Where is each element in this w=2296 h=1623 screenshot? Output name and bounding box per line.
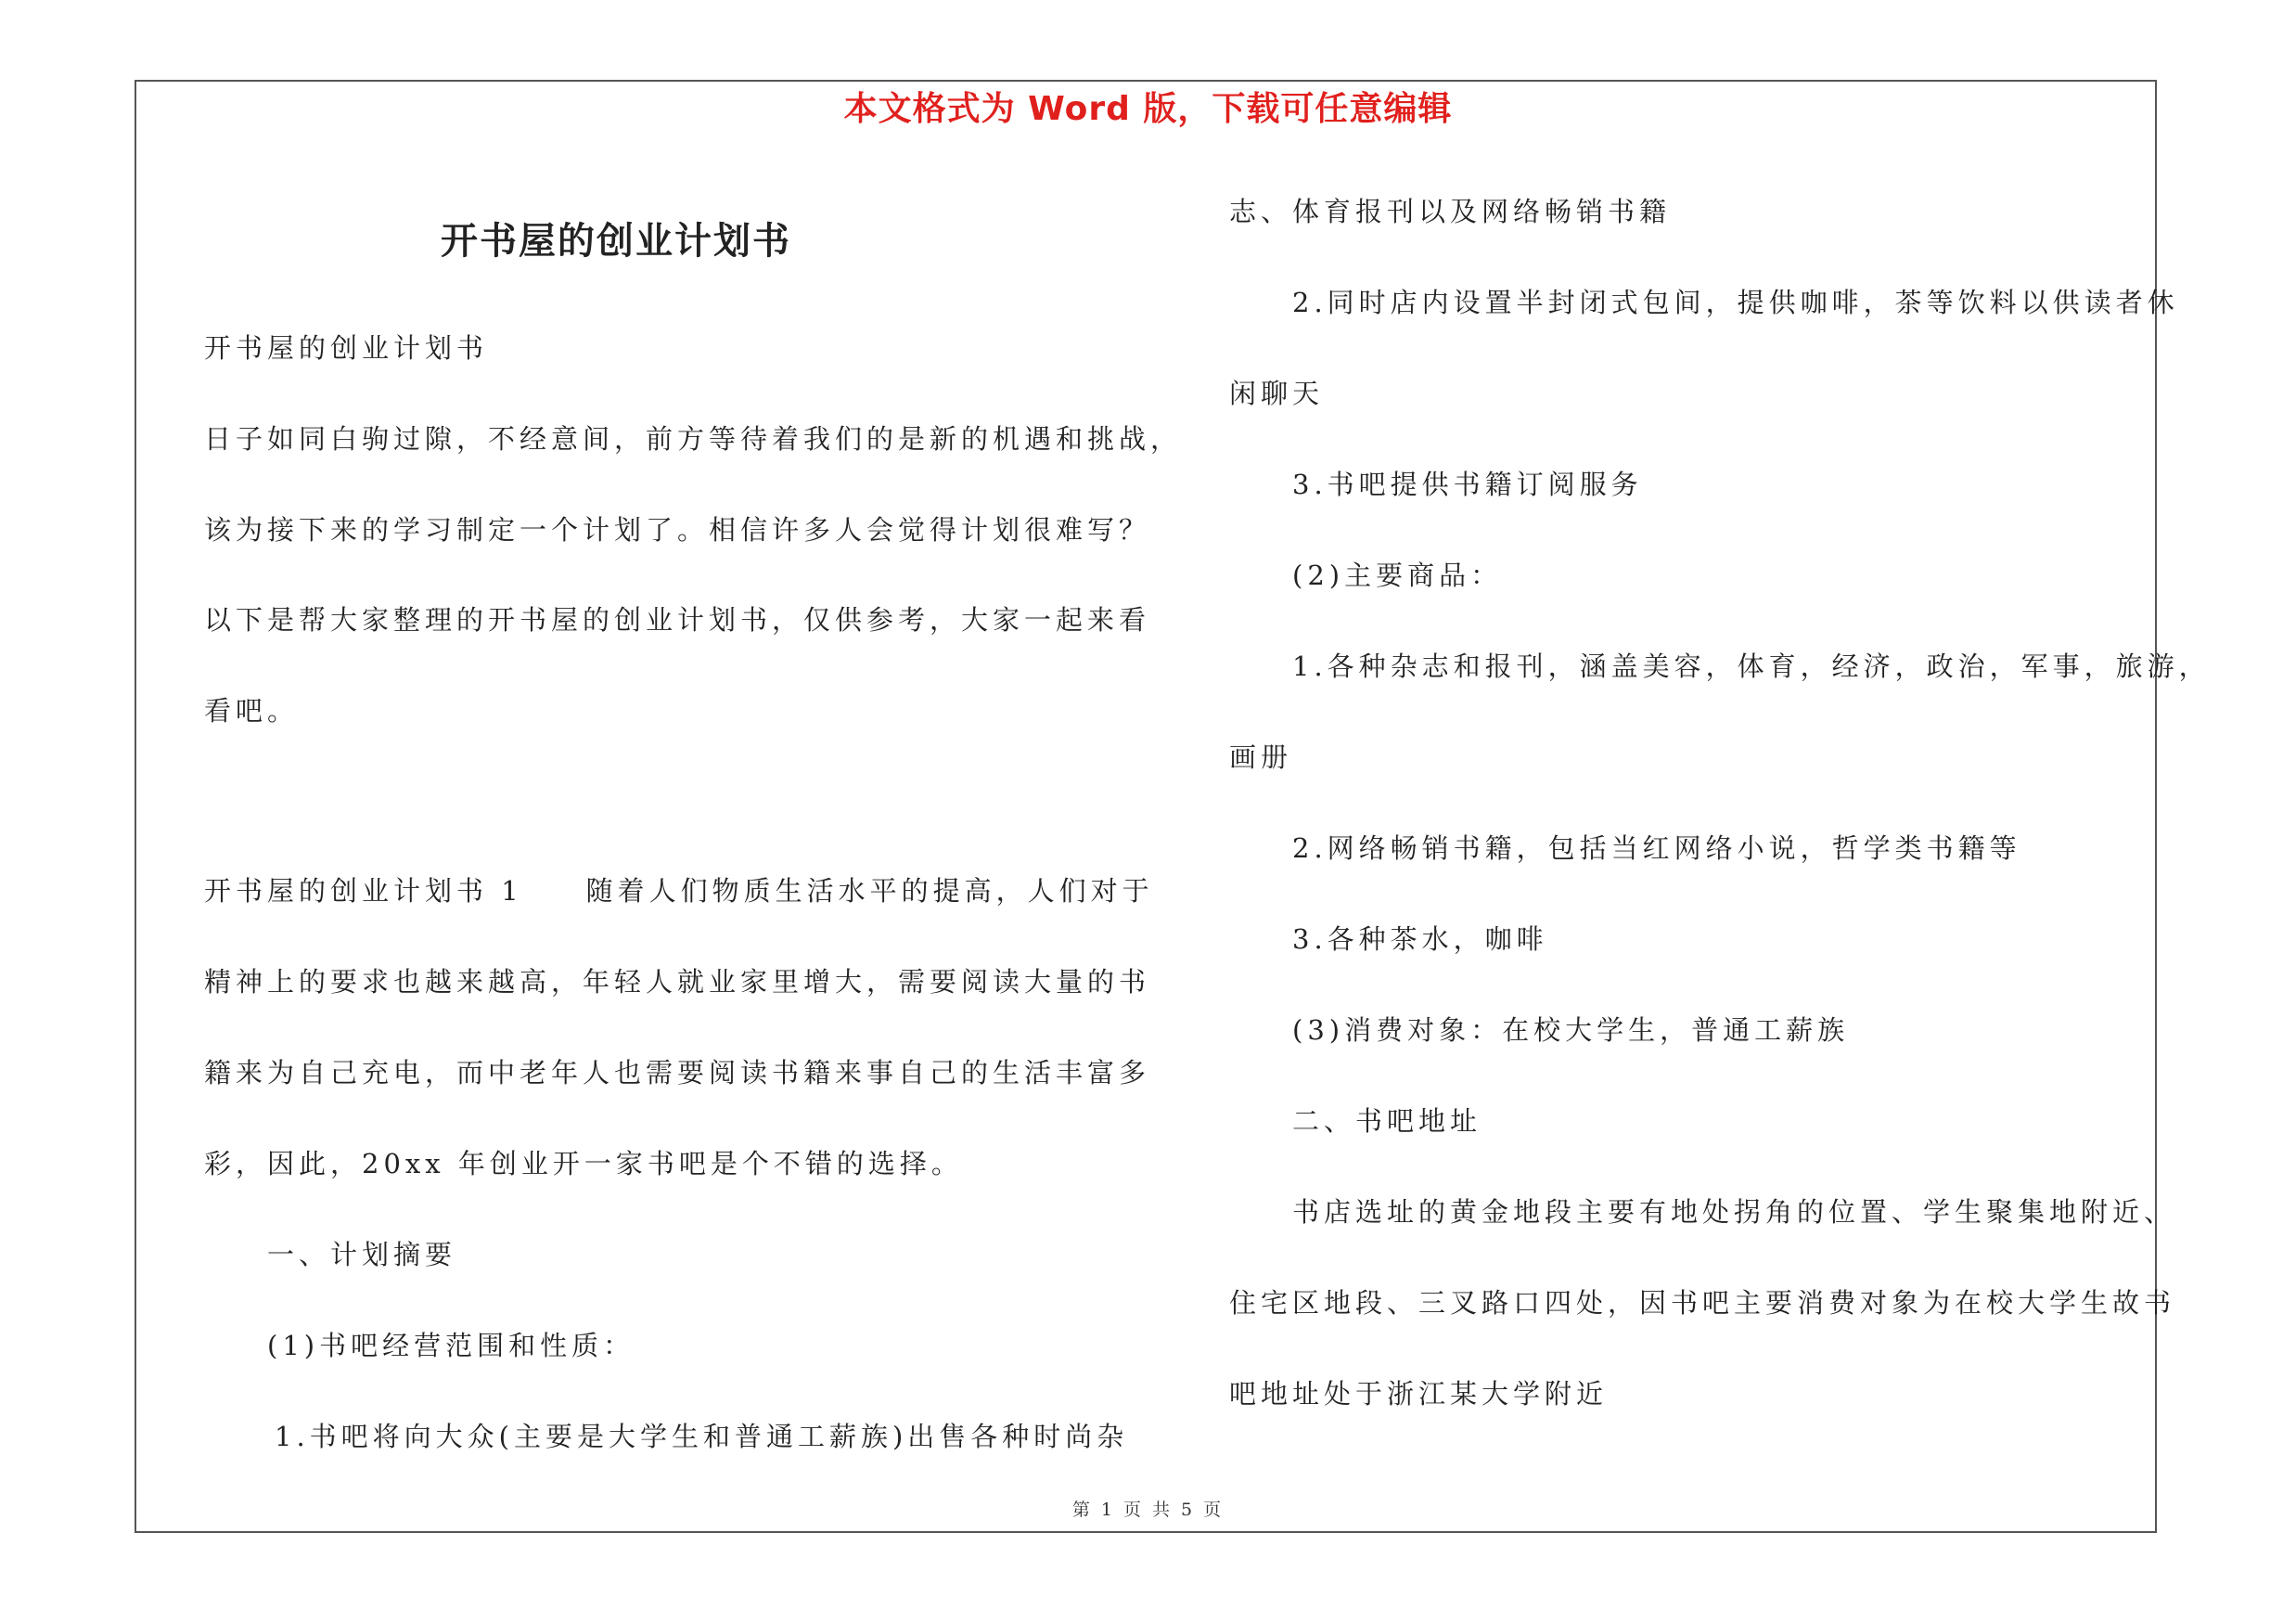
paragraph-line: 3.书吧提供书籍订阅服务 (1292, 469, 1643, 500)
section-heading: 二、书吧地址 (1292, 1105, 1482, 1137)
paragraph-line: 籍来为自己充电，而中老年人也需要阅读书籍来事自己的生活丰富多 (204, 1057, 1151, 1088)
paragraph-line: 2.同时店内设置半封闭式包间，提供咖啡，茶等饮料以供读者休 (1292, 287, 2179, 318)
paragraph-line: 以下是帮大家整理的开书屋的创业计划书，仅供参考，大家一起来看 (204, 604, 1151, 636)
document-title: 开书屋的创业计划书 (441, 220, 791, 263)
section-heading: 一、计划摘要 (267, 1239, 457, 1270)
paragraph-line: 1.各种杂志和报刊，涵盖美容，体育，经济，政治，军事，旅游， (1292, 650, 2211, 682)
paragraph-line: 吧地址处于浙江某大学附近 (1229, 1378, 1609, 1410)
paragraph-line: 1.书吧将向大众(主要是大学生和普通工薪族)出售各种时尚杂 (275, 1421, 1129, 1452)
paragraph-line: 精神上的要求也越来越高，年轻人就业家里增大，需要阅读大量的书 (204, 966, 1151, 998)
paragraph-line: 该为接下来的学习制定一个计划了。相信许多人会觉得计划很难写？ (204, 514, 1151, 546)
paragraph-line: (1)书吧经营范围和性质： (267, 1330, 635, 1361)
page-number-footer: 第 1 页 共 5 页 (1071, 1500, 1225, 1520)
paragraph-line: 闲聊天 (1229, 378, 1325, 409)
word-format-banner: 本文格式为 Word 版，下载可任意编辑 (843, 90, 1453, 128)
paragraph-line: (3)消费对象：在校大学生，普通工薪族 (1292, 1014, 1850, 1046)
paragraph-line: 彩，因此，20xx 年创业开一家书吧是个不错的选择。 (204, 1148, 963, 1179)
paragraph-line: 住宅区地段、三叉路口四处，因书吧主要消费对象为在校大学生故书 (1229, 1287, 2176, 1319)
paragraph-line: 看吧。 (204, 695, 300, 727)
paragraph-line: 日子如同白驹过隙，不经意间，前方等待着我们的是新的机遇和挑战， (204, 423, 1183, 455)
paragraph-line: 3.各种茶水，咖啡 (1292, 923, 1548, 955)
paragraph-line: 志、体育报刊以及网络畅销书籍 (1229, 196, 1672, 227)
paragraph-line: 开书屋的创业计划书 (204, 332, 489, 364)
paragraph-line: 画册 (1229, 741, 1293, 773)
paragraph-line: 2.网络畅销书籍，包括当红网络小说，哲学类书籍等 (1292, 832, 2021, 864)
paragraph-line: (2)主要商品： (1292, 560, 1503, 591)
paragraph-line: 书店选址的黄金地段主要有地处拐角的位置、学生聚集地附近、 (1292, 1196, 2176, 1228)
paragraph-line: 开书屋的创业计划书 1 随着人们物质生活水平的提高，人们对于 (204, 875, 1154, 907)
